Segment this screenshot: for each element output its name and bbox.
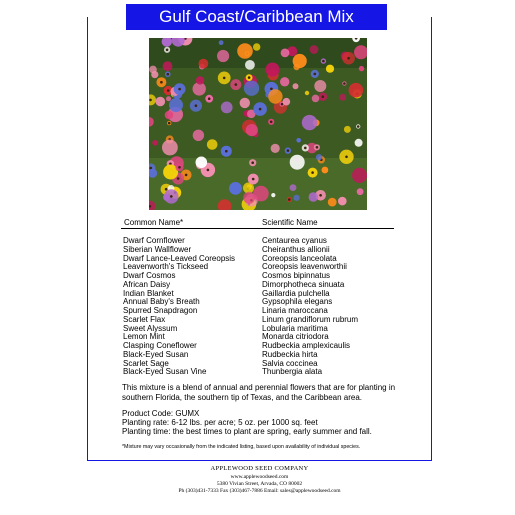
flower-bloom	[326, 65, 334, 73]
column-header-common: Common Name*	[124, 218, 184, 227]
flower-bloom	[247, 184, 252, 189]
flower-bloom	[246, 124, 258, 136]
flower-center	[357, 125, 360, 128]
plant-common-name: Dwarf Cosmos	[123, 271, 176, 280]
company-website[interactable]: www.applewoodseed.com	[230, 474, 289, 480]
flower-bloom	[221, 102, 233, 114]
plant-common-name: Indian Blanket	[123, 288, 174, 298]
mix-description: This mixture is a blend of annual and perennial flowers that are for planting in southern Florida, the southern tip of Texas, and the Caribbean area.	[122, 383, 396, 402]
flower-center	[319, 194, 322, 197]
flower-center	[195, 104, 198, 107]
flower-bloom	[309, 192, 318, 201]
plant-scientific-name: Gaillardia pulchella	[262, 288, 330, 298]
flower-bloom	[229, 182, 242, 195]
scientific-name-list	[262, 237, 358, 377]
flower-center	[149, 99, 152, 102]
plant-scientific-name: Salvia coccinea	[262, 358, 318, 368]
column-header-scientific: Scientific Name	[262, 218, 318, 227]
flower-center	[248, 76, 251, 79]
plant-common-name: Scarlet Sage	[123, 358, 169, 368]
product-code: Product Code: GUMX	[122, 409, 200, 418]
flower-center	[311, 171, 314, 174]
flower-center	[166, 49, 169, 52]
plant-common-name: Scarlet Flax	[123, 314, 166, 324]
flower-bloom	[271, 193, 275, 197]
flower-bloom	[328, 198, 337, 207]
plant-scientific-name: Rudbeckia hirta	[262, 349, 318, 359]
flower-bloom	[316, 154, 322, 160]
flower-bloom	[294, 195, 300, 201]
header-divider	[121, 228, 394, 229]
flower-center	[259, 108, 262, 111]
flower-bloom	[283, 98, 291, 106]
flower-center	[185, 174, 188, 177]
wildflower-photo	[149, 38, 367, 210]
flower-bloom	[290, 155, 305, 170]
flower-center	[208, 97, 211, 100]
flower-bloom	[253, 43, 260, 50]
flower-center	[316, 146, 319, 149]
flower-bloom	[280, 77, 289, 86]
flower-center	[160, 81, 163, 84]
plant-scientific-name: Cosmos bipinnatus	[262, 271, 331, 280]
flower-bloom	[156, 97, 166, 107]
flower-bloom	[293, 83, 299, 89]
flower-bloom	[162, 140, 178, 156]
flower-bloom	[339, 94, 346, 101]
plant-scientific-name: Dimorphotheca sinuata	[262, 279, 345, 289]
plant-common-name: Black-Eyed Susan	[123, 349, 189, 359]
planting-time: Planting time: the best times to plant are spring, early summer and fall.	[122, 427, 372, 436]
flower-bloom	[196, 76, 204, 84]
flower-bloom	[352, 168, 367, 183]
plant-common-name: Leavenworth's Tickseed	[123, 262, 209, 272]
flower-center	[347, 57, 350, 60]
flower-center	[314, 73, 317, 76]
plant-scientific-name: Linum grandiflorum rubrum	[262, 314, 359, 324]
flower-bloom	[193, 130, 204, 141]
flower-center	[170, 195, 173, 198]
flower-center	[167, 73, 170, 76]
flower-bloom	[314, 80, 326, 92]
flower-bloom	[357, 188, 364, 195]
flower-bloom	[169, 98, 183, 112]
flower-center	[167, 89, 170, 92]
plant-common-name: Clasping Coneflower	[123, 341, 197, 350]
flower-center	[225, 150, 228, 153]
flower-bloom	[296, 138, 301, 143]
flower-bloom	[338, 197, 347, 206]
plant-scientific-name: Thunbergia alata	[262, 367, 323, 377]
company-address: 5380 Vivian Street, Arvada, CO 80002	[216, 481, 303, 487]
plant-common-name: Sweet Alyssum	[123, 323, 178, 333]
plant-scientific-name: Gypsophila elegans	[262, 297, 333, 307]
flower-bloom	[310, 45, 319, 54]
plant-scientific-name: Coreopsis leavenworthii	[262, 262, 347, 272]
planting-rate: Planting rate: 6-12 lbs. per acre; 5 oz. per 1000 sq. feet	[122, 418, 318, 427]
flower-bloom	[244, 81, 259, 96]
common-name-list	[123, 237, 235, 377]
flower-bloom	[165, 111, 174, 120]
flower-bloom	[163, 61, 173, 71]
plant-scientific-name: Lobularia maritima	[262, 323, 328, 333]
flower-center	[322, 60, 325, 63]
flower-bloom	[271, 144, 280, 153]
plant-common-name: Lemon Mint	[123, 332, 165, 342]
plant-common-name: Siberian Wallflower	[123, 244, 192, 254]
company-name: APPLEWOOD SEED COMPANY	[210, 465, 309, 472]
company-contact: Ph (303)431-7333 Fax (303)467-7886 Email: sales@applewoodseed.com	[178, 488, 341, 494]
plant-common-name: Spurred Snapdragon	[123, 306, 198, 315]
flower-bloom	[322, 167, 329, 174]
flower-bloom	[290, 184, 297, 191]
flower-bloom	[237, 43, 253, 59]
flower-bloom	[344, 126, 351, 133]
plant-common-name: Dwarf Lance-Leaved Coreopsis	[123, 253, 236, 263]
flower-center	[270, 121, 273, 124]
flower-bloom	[240, 98, 250, 108]
plant-scientific-name: Rudbeckia amplexicaulis	[262, 341, 351, 350]
flower-bloom	[312, 95, 320, 103]
flower-center	[343, 82, 346, 85]
flower-center	[345, 156, 348, 159]
flower-bloom	[281, 49, 290, 58]
flower-center	[288, 198, 291, 201]
flower-bloom	[359, 66, 364, 71]
flower-center	[178, 88, 181, 91]
plant-common-name: Black-Eyed Susan Vine	[123, 367, 207, 377]
flower-bloom	[166, 96, 171, 101]
flower-bloom	[349, 83, 364, 98]
flower-center	[304, 147, 307, 150]
flower-bloom	[243, 192, 255, 204]
flower-center	[251, 161, 254, 164]
availability-footnote: *Mixture may vary occasionally from the indicated listing, based upon availability of individual species.	[122, 444, 361, 450]
flower-bloom	[293, 54, 307, 68]
plant-scientific-name: Centaurea cyanus	[262, 236, 327, 245]
plant-scientific-name: Linaria maroccana	[262, 306, 328, 315]
flower-bloom	[207, 139, 218, 150]
flower-center	[223, 77, 226, 80]
flower-bloom	[268, 89, 282, 103]
page-title: Gulf Coast/Caribbean Mix	[126, 4, 387, 30]
flower-center	[178, 166, 181, 169]
flower-center	[235, 83, 238, 86]
flower-bloom	[302, 115, 317, 130]
flower-bloom	[305, 91, 309, 95]
flower-bloom	[217, 50, 229, 62]
flower-bloom	[199, 59, 209, 69]
plant-scientific-name: Monarda citriodora	[262, 332, 329, 342]
flower-center	[177, 177, 180, 180]
flower-center	[207, 169, 210, 172]
flower-center	[270, 88, 273, 91]
flower-bloom	[152, 140, 158, 146]
flower-center	[322, 95, 325, 98]
flower-center	[165, 188, 168, 191]
plant-common-name: Dwarf Cornflower	[123, 236, 185, 245]
flower-bloom	[245, 60, 255, 70]
plant-common-name: African Daisy	[123, 279, 171, 289]
flower-bloom	[219, 40, 224, 45]
flower-bloom	[196, 157, 208, 169]
plant-scientific-name: Cheiranthus allionii	[262, 244, 330, 254]
plant-scientific-name: Coreopsis lanceolata	[262, 253, 337, 263]
flower-bloom	[355, 139, 363, 147]
plant-common-name: Annual Baby's Breath	[123, 297, 200, 307]
flower-bloom	[266, 63, 280, 77]
flower-center	[168, 122, 171, 125]
flower-center	[287, 149, 290, 152]
flower-bloom	[253, 186, 269, 202]
flower-center	[252, 178, 255, 181]
flower-bloom	[151, 71, 158, 78]
